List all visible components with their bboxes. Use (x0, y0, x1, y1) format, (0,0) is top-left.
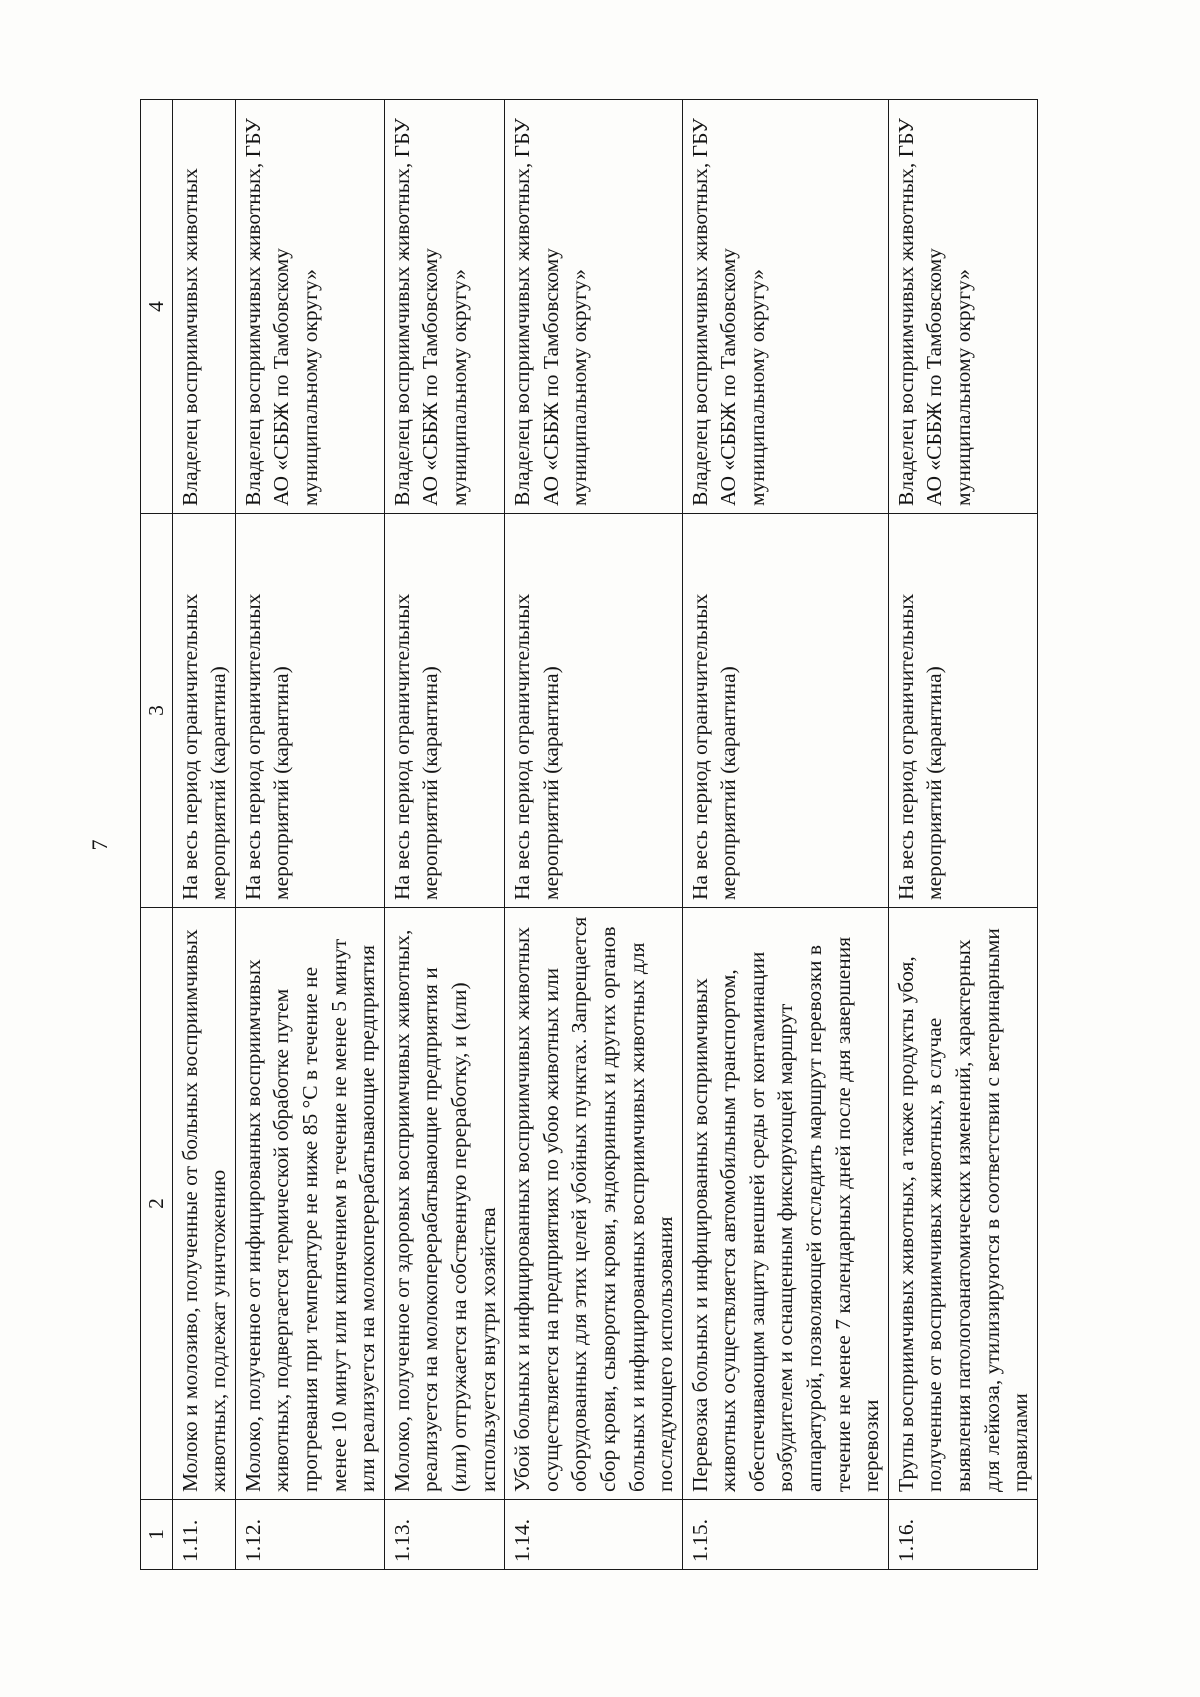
row-responsible: Владелец восприимчивых животных, ГБУ АО «СББЖ по Тамбовскому муниципальному округу» (235, 100, 384, 514)
row-period: На весь период ограничительных мероприятий (карантина) (235, 514, 384, 908)
row-period: На весь период ограничительных мероприятий (карантина) (172, 514, 235, 908)
row-measure: Убой больных и инфицированных восприимчивых животных осуществляется на предприятиях по убою животных или оборудованных для этих целей убойных пунктах. Запрещается сбор крови, сыворотки крови, эндокринных и других органов больных и инфицированных восприимчивых животных для последующего использования (505, 908, 683, 1500)
table-row (172, 100, 235, 1570)
table-row (505, 100, 683, 1570)
header-cell-measure: 2 (141, 908, 173, 1500)
row-period: На весь период ограничительных мероприятий (карантина) (384, 514, 504, 908)
row-measure: Перевозка больных и инфицированных восприимчивых животных осуществляется автомобильным транспортом, обеспечивающим защиту внешней среды от контаминации возбудителем и оснащенным фиксирующей маршрут аппаратурой, позволяющей отследить маршрут перевозки в течение не менее 7 календарных дней после дня завершения перевозки (682, 908, 888, 1500)
page-number: 7 (87, 839, 112, 851)
row-measure: Молоко и молозиво, полученные от больных восприимчивых животных, подлежат уничтожению (172, 908, 235, 1500)
row-number: 1.13. (384, 1500, 504, 1570)
table-row (384, 100, 504, 1570)
row-measure: Трупы восприимчивых животных, а также продукты убоя, полученные от восприимчивых животных, в случае выявления патологоанатомических изменений, характерных для лейкоза, утилизируются в соответствии с ветеринарными правилами (888, 908, 1037, 1500)
table-header-row (141, 100, 173, 1570)
table-row (235, 100, 384, 1570)
row-responsible: Владелец восприимчивых животных, ГБУ АО «СББЖ по Тамбовскому муниципальному округу» (384, 100, 504, 514)
header-cell-responsible: 4 (141, 100, 173, 514)
measures-table-frame (140, 100, 1070, 1570)
row-number: 1.14. (505, 1500, 683, 1570)
row-responsible: Владелец восприимчивых животных, ГБУ АО «СББЖ по Тамбовскому муниципальному округу» (505, 100, 683, 514)
row-number: 1.16. (888, 1500, 1037, 1570)
row-period: На весь период ограничительных мероприятий (карантина) (888, 514, 1037, 908)
row-measure: Молоко, полученное от инфицированных восприимчивых животных, подвергается термической обработке путем прогревания при температуре не ниже 85 °C в течение не менее 10 минут или кипячением в течение не менее 5 минут или реализуется на молокоперерабатывающие предприятия (235, 908, 384, 1500)
row-responsible: Владелец восприимчивых животных (172, 100, 235, 514)
row-number: 1.12. (235, 1500, 384, 1570)
row-number: 1.11. (172, 1500, 235, 1570)
row-measure: Молоко, полученное от здоровых восприимчивых животных, реализуется на молокоперерабатывающие предприятия и (или) отгружается на собственную переработку, и (или) используется внутри хозяйства (384, 908, 504, 1500)
row-responsible: Владелец восприимчивых животных, ГБУ АО «СББЖ по Тамбовскому муниципальному округу» (682, 100, 888, 514)
measures-table (140, 99, 1038, 1570)
table-row (682, 100, 888, 1570)
header-cell-period: 3 (141, 514, 173, 908)
row-period: На весь период ограничительных мероприятий (карантина) (682, 514, 888, 908)
row-responsible: Владелец восприимчивых животных, ГБУ АО «СББЖ по Тамбовскому муниципальному округу» (888, 100, 1037, 514)
row-period: На весь период ограничительных мероприятий (карантина) (505, 514, 683, 908)
row-number: 1.15. (682, 1500, 888, 1570)
table-row (888, 100, 1037, 1570)
header-cell-number: 1 (141, 1500, 173, 1570)
